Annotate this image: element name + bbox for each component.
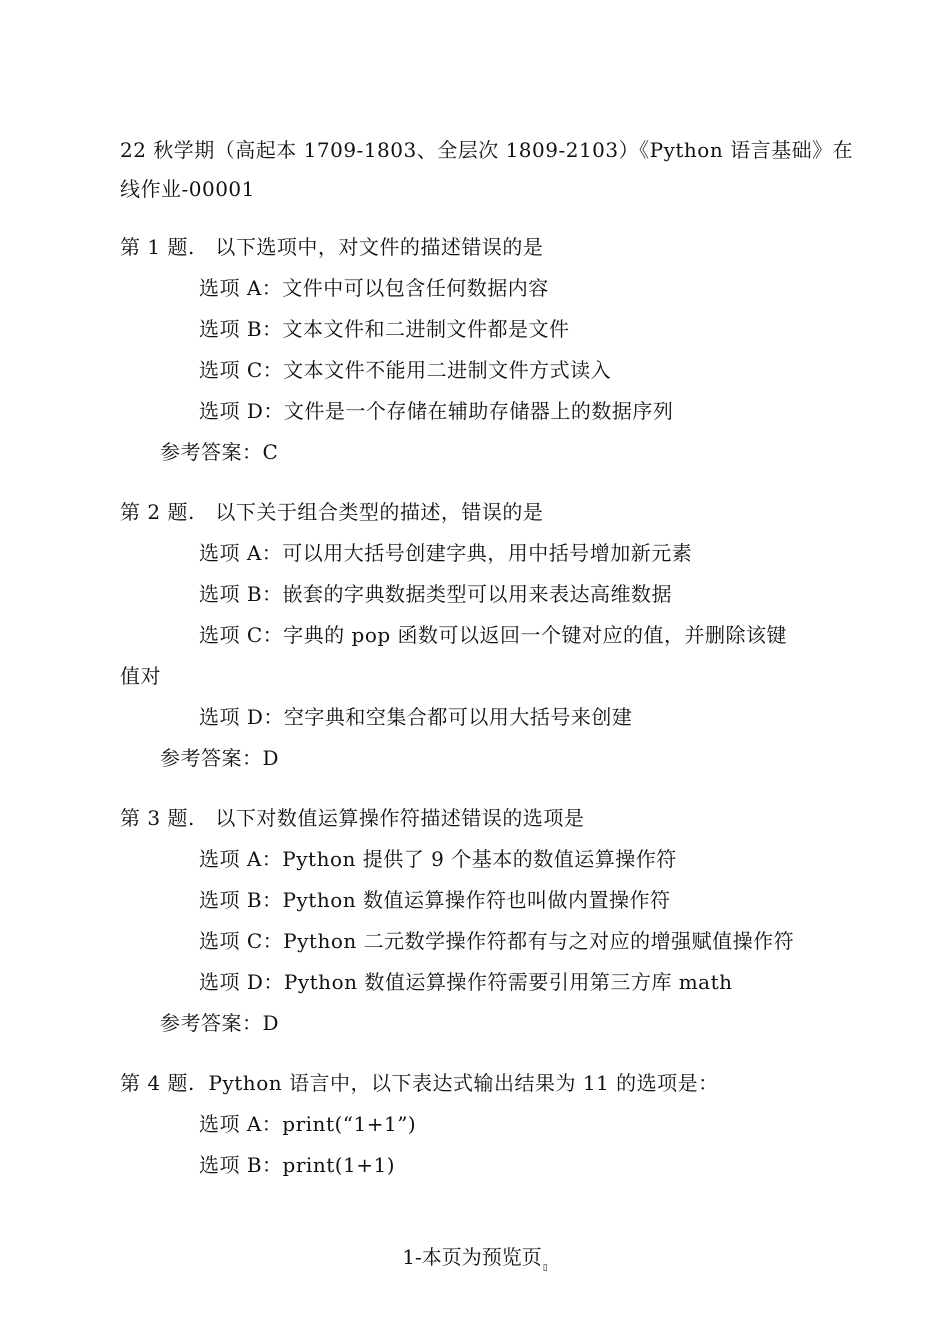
page-footer: [0, 1243, 950, 1282]
option-b: 选项 B：print(1+1): [199, 1153, 396, 1177]
footer-mark: ▯: [542, 1263, 548, 1273]
question-text: 以下选项中，对文件的描述错误的是: [215, 235, 544, 259]
option-c: 选项 C：字典的 pop 函数可以返回一个键对应的值，并删除该键: [199, 623, 788, 647]
reference-answer: 参考答案：D: [160, 1011, 280, 1035]
question-text: 以下对数值运算操作符描述错误的选项是: [215, 806, 585, 830]
question-4: [120, 1069, 719, 1097]
option-a: 选项 A：文件中可以包含任何数据内容: [199, 276, 549, 300]
question-number: 第 1 题.: [120, 235, 195, 259]
question-text: 以下关于组合类型的描述，错误的是: [215, 500, 544, 524]
reference-answer: 参考答案：D: [160, 746, 280, 770]
option-d: 选项 D：Python 数值运算操作符需要引用第三方库 math: [199, 970, 733, 994]
question-number: 第 3 题.: [120, 806, 195, 830]
question-number: 第 4 题.: [120, 1071, 195, 1095]
option-d: 选项 D：文件是一个存储在辅助存储器上的数据序列: [199, 399, 674, 423]
option-a: 选项 A：Python 提供了 9 个基本的数值运算操作符: [199, 847, 677, 871]
option-a: 选项 A：可以用大括号创建字典，用中括号增加新元素: [199, 541, 693, 565]
question-text: Python 语言中，以下表达式输出结果为 11 的选项是：: [208, 1071, 719, 1095]
option-b: 选项 B：Python 数值运算操作符也叫做内置操作符: [199, 888, 671, 912]
footer-text: 1-本页为预览页: [402, 1245, 542, 1269]
reference-answer: 参考答案：C: [160, 440, 279, 464]
document-title: 22 秋学期（高起本 1709-1803、全层次 1809-2103）《Python 语言基础》在线作业-00001: [120, 138, 854, 201]
question-2: [120, 498, 543, 526]
option-c: 选项 C：文本文件不能用二进制文件方式读入: [199, 358, 612, 382]
option-c-continuation: 值对: [120, 664, 161, 688]
option-a: 选项 A：print(“1+1”): [199, 1112, 417, 1136]
option-c: 选项 C：Python 二元数学操作符都有与之对应的增强赋值操作符: [199, 929, 795, 953]
option-d: 选项 D：空字典和空集合都可以用大括号来创建: [199, 705, 633, 729]
question-3: [120, 804, 584, 832]
option-b: 选项 B：文本文件和二进制文件都是文件: [199, 317, 570, 341]
option-b: 选项 B：嵌套的字典数据类型可以用来表达高维数据: [199, 582, 673, 606]
question-1: [120, 233, 543, 261]
question-number: 第 2 题.: [120, 500, 195, 524]
